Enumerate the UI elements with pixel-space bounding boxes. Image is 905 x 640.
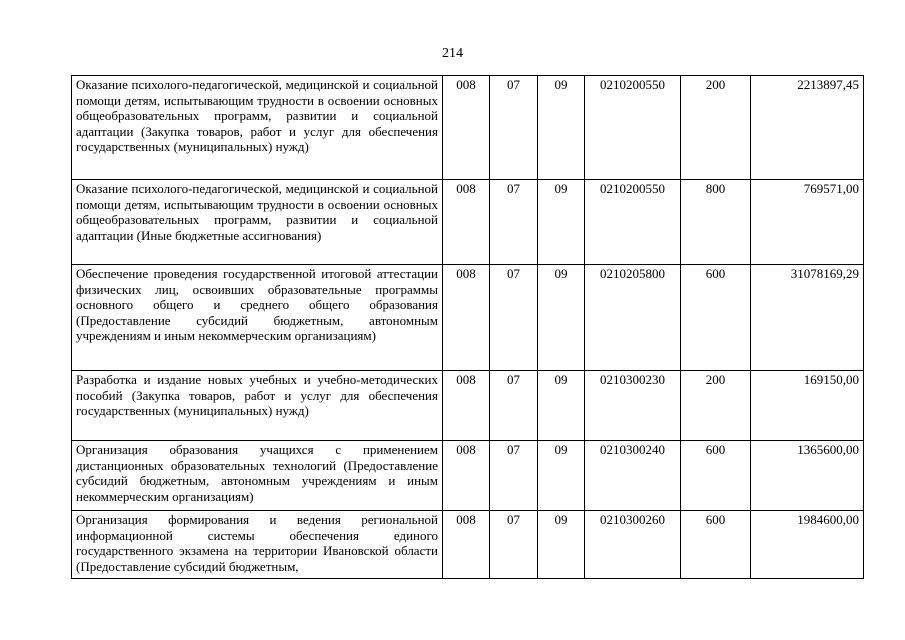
target-article-code: 0210200550 — [585, 180, 681, 265]
subsection-code: 09 — [538, 76, 585, 180]
table-row — [72, 511, 864, 579]
table-row — [72, 180, 864, 265]
subsection-code: 09 — [538, 511, 585, 579]
expense-type-code: 600 — [681, 511, 751, 579]
ministry-code: 008 — [443, 511, 490, 579]
target-article-code: 0210200550 — [585, 76, 681, 180]
row-description: Организация образования учащихся с применением дистанционных образовательных технологий (Предоставление субсидий бюджетным, автономным учреждениям и иным некоммерческим организациям) — [72, 441, 443, 511]
section-code: 07 — [490, 76, 538, 180]
section-code: 07 — [490, 511, 538, 579]
subsection-code: 09 — [538, 180, 585, 265]
section-code: 07 — [490, 265, 538, 371]
expense-type-code: 200 — [681, 76, 751, 180]
subsection-code: 09 — [538, 441, 585, 511]
page-number: 214 — [442, 46, 463, 61]
amount-value: 31078169,29 — [751, 265, 864, 371]
section-code: 07 — [490, 441, 538, 511]
row-description: Разработка и издание новых учебных и учебно-методических пособий (Закупка товаров, работ и услуг для обеспечения государственных (муниципальных) нужд) — [72, 371, 443, 441]
target-article-code: 0210300240 — [585, 441, 681, 511]
ministry-code: 008 — [443, 265, 490, 371]
row-description: Оказание психолого-педагогической, медицинской и социальной помощи детям, испытывающим трудности в освоении основных общеобразовательных программ, развитии и социальной адаптации (Иные бюджетные ассигнования) — [72, 180, 443, 265]
expense-type-code: 200 — [681, 371, 751, 441]
amount-value: 1365600,00 — [751, 441, 864, 511]
table-row — [72, 265, 864, 371]
amount-value: 1984600,00 — [751, 511, 864, 579]
expense-type-code: 600 — [681, 265, 751, 371]
ministry-code: 008 — [443, 76, 490, 180]
table-row — [72, 76, 864, 180]
budget-table — [71, 75, 864, 579]
row-description: Обеспечение проведения государственной итоговой аттестации физических лиц, освоивших образовательные программы основного общего и среднего общего образования (Предоставление субсидий бюджетным, автономным учреждениям и иным некоммерческим организациям) — [72, 265, 443, 371]
ministry-code: 008 — [443, 180, 490, 265]
subsection-code: 09 — [538, 371, 585, 441]
section-code: 07 — [490, 371, 538, 441]
target-article-code: 0210300230 — [585, 371, 681, 441]
amount-value: 2213897,45 — [751, 76, 864, 180]
target-article-code: 0210300260 — [585, 511, 681, 579]
section-code: 07 — [490, 180, 538, 265]
ministry-code: 008 — [443, 371, 490, 441]
amount-value: 769571,00 — [751, 180, 864, 265]
table-row — [72, 441, 864, 511]
target-article-code: 0210205800 — [585, 265, 681, 371]
ministry-code: 008 — [443, 441, 490, 511]
table-row — [72, 371, 864, 441]
expense-type-code: 800 — [681, 180, 751, 265]
expense-type-code: 600 — [681, 441, 751, 511]
row-description: Оказание психолого-педагогической, медицинской и социальной помощи детям, испытывающим трудности в освоении основных общеобразовательных программ, развитии и социальной адаптации (Закупка товаров, работ и услуг для обеспечения государственных (муниципальных) нужд) — [72, 76, 443, 180]
amount-value: 169150,00 — [751, 371, 864, 441]
subsection-code: 09 — [538, 265, 585, 371]
row-description: Организация формирования и ведения региональной информационной системы обеспечения единого государственного экзамена на территории Ивановской области (Предоставление субсидий бюджетным, — [72, 511, 443, 579]
